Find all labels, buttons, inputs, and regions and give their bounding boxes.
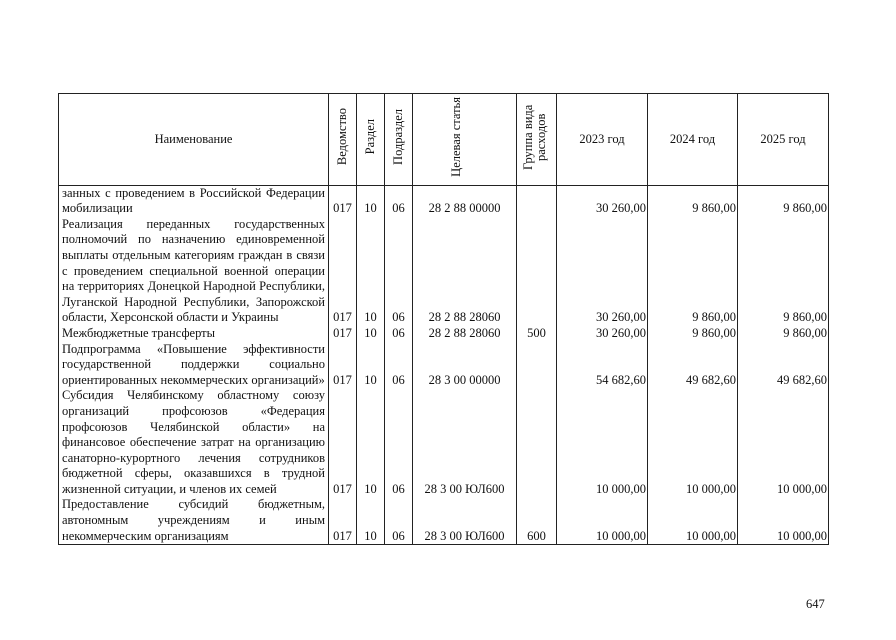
- header-gruppa-label: Группа вида расходов: [520, 104, 548, 170]
- row-name: Межбюджетные трансферты: [59, 326, 329, 342]
- row-2025: 9 860,00: [738, 217, 829, 326]
- row-2023: 10 000,00: [557, 497, 648, 544]
- header-2025: 2025 год: [738, 94, 829, 186]
- row-2024: 49 682,60: [648, 342, 738, 389]
- row-celevaya: 28 3 00 ЮЛ600: [413, 497, 517, 544]
- header-razdel-label: Раздел: [363, 119, 377, 155]
- table-row: [59, 217, 829, 326]
- header-name: Наименование: [59, 94, 329, 186]
- row-celevaya: 28 3 00 ЮЛ600: [413, 388, 517, 497]
- row-celevaya: 28 3 00 00000: [413, 342, 517, 389]
- row-2023: 54 682,60: [557, 342, 648, 389]
- row-name: занных с проведением в Российской Федерации мобилизации: [59, 185, 329, 217]
- row-2023: 30 260,00: [557, 326, 648, 342]
- row-2023: 10 000,00: [557, 388, 648, 497]
- row-gruppa: [517, 185, 557, 217]
- row-razdel: 10: [357, 342, 385, 389]
- row-2023: 30 260,00: [557, 185, 648, 217]
- row-gruppa: 600: [517, 497, 557, 544]
- table-row: [59, 185, 829, 217]
- row-2024: 9 860,00: [648, 326, 738, 342]
- header-razdel: [357, 94, 385, 186]
- row-vedomstvo: 017: [329, 185, 357, 217]
- header-vedomstvo-label: Ведомство: [335, 108, 349, 166]
- row-2024: 10 000,00: [648, 497, 738, 544]
- row-name: Подпрограмма «Повышение эффективности государственной поддержки социально ориентированных некоммерческих организаций»: [59, 342, 329, 389]
- budget-table: [58, 93, 829, 545]
- row-celevaya: 28 2 88 28060: [413, 217, 517, 326]
- row-podrazdel: 06: [385, 342, 413, 389]
- row-2024: 10 000,00: [648, 388, 738, 497]
- header-vedomstvo: [329, 94, 357, 186]
- row-2025: 9 860,00: [738, 326, 829, 342]
- row-podrazdel: 06: [385, 217, 413, 326]
- row-podrazdel: 06: [385, 326, 413, 342]
- row-razdel: 10: [357, 326, 385, 342]
- row-podrazdel: 06: [385, 185, 413, 217]
- row-2024: 9 860,00: [648, 185, 738, 217]
- row-gruppa: 500: [517, 326, 557, 342]
- header-celevaya-label: Целевая статья: [448, 97, 463, 177]
- page-number: 647: [806, 597, 825, 611]
- row-razdel: 10: [357, 497, 385, 544]
- row-2025: 9 860,00: [738, 185, 829, 217]
- row-gruppa: [517, 217, 557, 326]
- row-name: Реализация переданных государственных полномочий по назначению единовременной выплаты отдельным категориям граждан в связи с проведением специальной военной операции на территориях Донецкой Народной Республики, Луганской Народной Республики, Запорожской области, Херсонской области и Украины: [59, 217, 329, 326]
- row-2025: 49 682,60: [738, 342, 829, 389]
- row-vedomstvo: 017: [329, 388, 357, 497]
- row-2025: 10 000,00: [738, 388, 829, 497]
- row-podrazdel: 06: [385, 388, 413, 497]
- row-2025: 10 000,00: [738, 497, 829, 544]
- header-2024: 2024 год: [648, 94, 738, 186]
- row-2023: 30 260,00: [557, 217, 648, 326]
- row-razdel: 10: [357, 217, 385, 326]
- row-vedomstvo: 017: [329, 326, 357, 342]
- row-razdel: 10: [357, 388, 385, 497]
- row-vedomstvo: 017: [329, 217, 357, 326]
- header-podrazdel-label: Подраздел: [391, 109, 405, 165]
- header-2023: 2023 год: [557, 94, 648, 186]
- row-podrazdel: 06: [385, 497, 413, 544]
- row-name: Предоставление субсидий бюджетным, автономным учреждениям и иным некоммерческим организациям: [59, 497, 329, 544]
- row-vedomstvo: 017: [329, 497, 357, 544]
- table-row: [59, 342, 829, 389]
- header-row: [59, 94, 829, 186]
- row-2024: 9 860,00: [648, 217, 738, 326]
- row-gruppa: [517, 342, 557, 389]
- table-row: [59, 326, 829, 342]
- row-vedomstvo: 017: [329, 342, 357, 389]
- row-celevaya: 28 2 88 00000: [413, 185, 517, 217]
- header-celevaya: [413, 94, 517, 186]
- row-name: Субсидия Челябинскому областному союзу организаций профсоюзов «Федерация профсоюзов Челябинской области» на финансовое обеспечение затрат на организацию санаторно-курортного лечения сотрудников бюджетной сферы, оказавшихся в трудной жизненной ситуации, и членов их семей: [59, 388, 329, 497]
- header-podrazdel: [385, 94, 413, 186]
- row-celevaya: 28 2 88 28060: [413, 326, 517, 342]
- row-gruppa: [517, 388, 557, 497]
- table-row: [59, 388, 829, 497]
- header-gruppa: [517, 94, 557, 186]
- table-row: [59, 497, 829, 544]
- row-razdel: 10: [357, 185, 385, 217]
